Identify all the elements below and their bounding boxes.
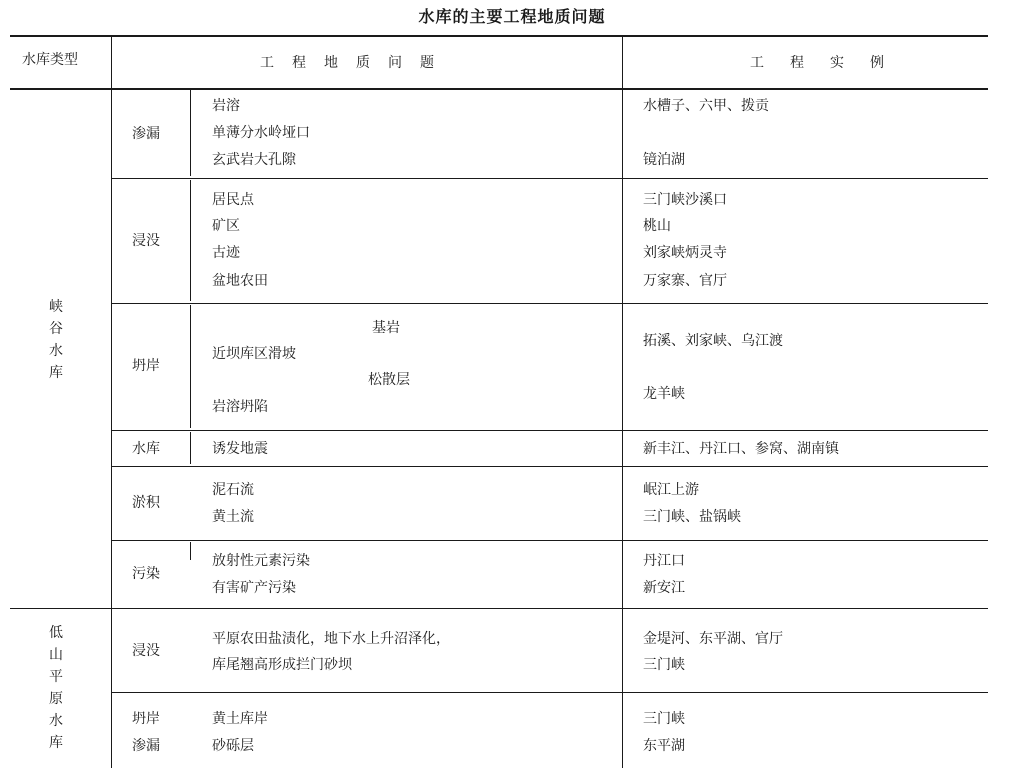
reservoir-type-canyon: 峡谷水库 <box>49 299 63 381</box>
example-item: 新安江 <box>643 580 685 596</box>
issue-item: 岩溶 <box>212 98 240 114</box>
example-item: 万家寨、官厅 <box>643 273 727 289</box>
example-item: 拓溪、刘家峡、乌江渡 <box>643 333 783 349</box>
example-item: 桃山 <box>643 218 671 234</box>
example-item: 水槽子、六甲、拨贡 <box>643 98 769 114</box>
header-issue: 工程地质问题 <box>260 55 452 71</box>
rule-col-type <box>111 35 112 768</box>
example-item: 三门峡 <box>643 711 685 727</box>
issue-item: 单薄分水岭垭口 <box>212 125 310 141</box>
example-item: 龙羊峡 <box>643 386 685 402</box>
issue-item: 玄武岩大孔隙 <box>212 152 296 168</box>
category-label: 水库 <box>132 441 160 457</box>
category-label: 浸没 <box>132 643 160 659</box>
example-item: 新丰江、丹江口、参窝、湖南镇 <box>643 441 839 457</box>
rule-col-category <box>190 305 191 428</box>
category-label: 坍岸 <box>132 711 160 727</box>
issue-item: 岩溶坍陷 <box>212 399 268 415</box>
issue-item: 古迹 <box>212 245 240 261</box>
example-item: 三门峡、盐锅峡 <box>643 509 741 525</box>
rule-col-category <box>190 542 191 560</box>
example-item: 三门峡 <box>643 657 685 673</box>
rule-row <box>112 466 988 467</box>
rule-row <box>112 430 988 431</box>
example-item: 丹江口 <box>643 553 685 569</box>
rule-col-category <box>190 90 191 176</box>
rule-row <box>112 540 988 541</box>
issue-item: 平原农田盐渍化，地下水上升沼泽化， <box>212 631 450 647</box>
issue-item: 放射性元素污染 <box>212 553 310 569</box>
category-label: 渗漏 <box>132 126 160 142</box>
rule-header-bottom <box>10 88 988 90</box>
category-label: 浸没 <box>132 233 160 249</box>
rule-row <box>112 303 988 304</box>
header-example: 工程实例 <box>750 55 910 71</box>
issue-item: 基岩 <box>372 320 400 336</box>
issue-item: 近坝库区滑坡 <box>212 346 296 362</box>
issue-item: 砂砾层 <box>212 738 254 754</box>
reservoir-type-plain: 低山平原水库 <box>49 625 63 751</box>
rule-top <box>10 35 988 37</box>
example-item: 金堤河、东平湖、官厅 <box>643 631 783 647</box>
rule-col-example <box>622 35 623 768</box>
issue-item: 黄土库岸 <box>212 711 268 727</box>
category-label: 淤积 <box>132 495 160 511</box>
issue-item: 黄土流 <box>212 509 254 525</box>
rule-section <box>10 608 988 609</box>
rule-col-category <box>190 432 191 464</box>
rule-col-category <box>190 180 191 301</box>
example-item: 岷江上游 <box>643 482 699 498</box>
issue-item: 诱发地震 <box>212 441 268 457</box>
example-item: 刘家峡炳灵寺 <box>643 245 727 261</box>
rule-row <box>112 692 988 693</box>
example-item: 三门峡沙溪口 <box>643 192 727 208</box>
rule-row <box>112 178 988 179</box>
issue-item: 库尾翘高形成拦门砂坝 <box>212 657 352 673</box>
issue-item: 居民点 <box>212 192 254 208</box>
example-item: 镜泊湖 <box>643 152 685 168</box>
issue-item: 有害矿产污染 <box>212 580 296 596</box>
category-label: 渗漏 <box>132 738 160 754</box>
issue-item: 盆地农田 <box>212 273 268 289</box>
issue-item: 泥石流 <box>212 482 254 498</box>
category-label: 污染 <box>132 566 160 582</box>
issue-item: 矿区 <box>212 218 240 234</box>
issue-item: 松散层 <box>368 372 410 388</box>
header-type: 水库类型 <box>22 52 78 68</box>
table-title: 水库的主要工程地质问题 <box>418 7 606 26</box>
category-label: 坍岸 <box>132 358 160 374</box>
example-item: 东平湖 <box>643 738 685 754</box>
